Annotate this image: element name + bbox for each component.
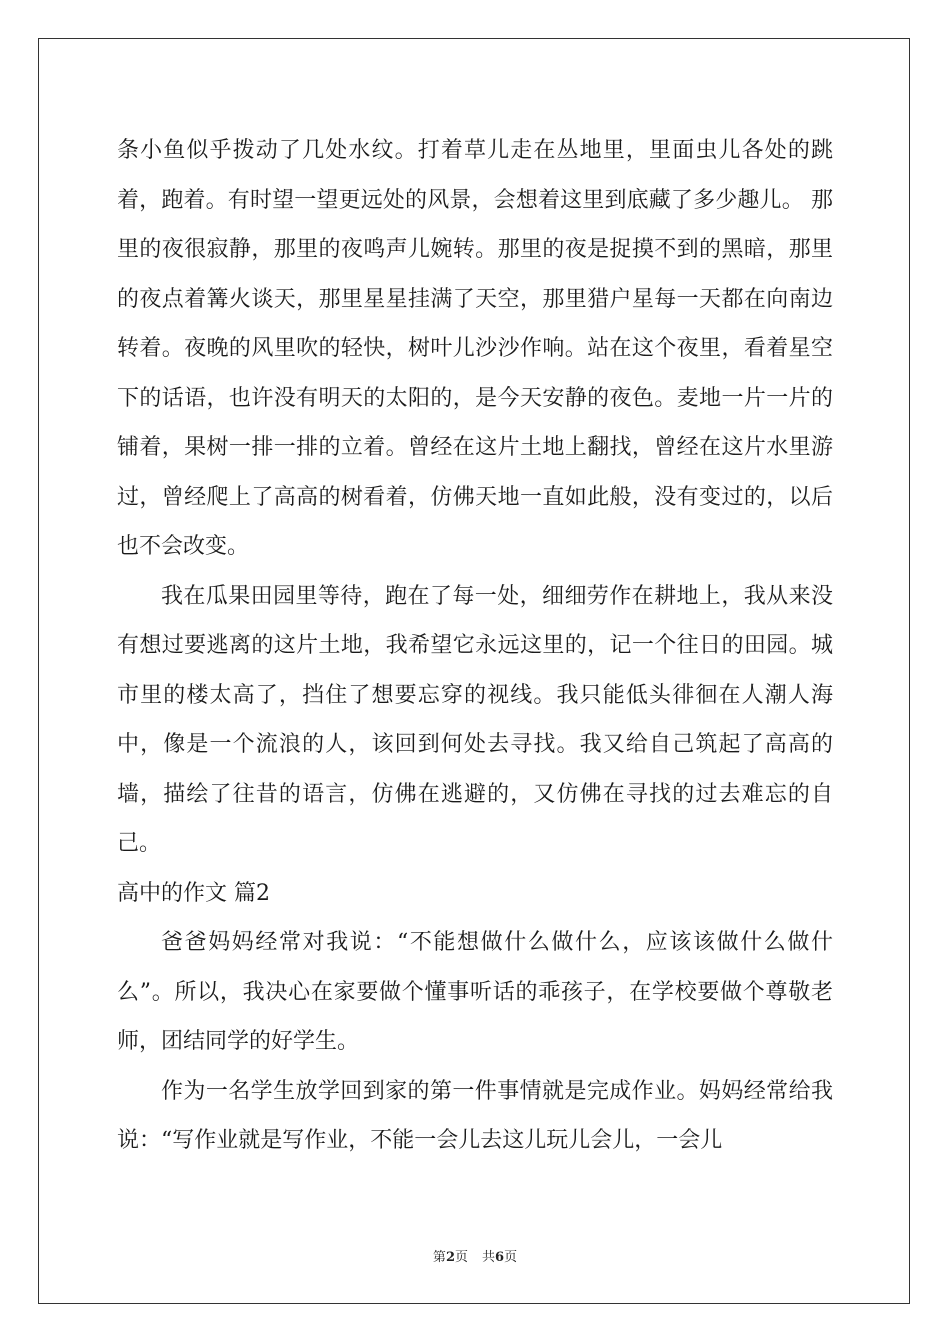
- page-footer: [0, 1246, 950, 1265]
- document-body: [117, 126, 833, 1166]
- paragraph-2: 我在瓜果田园里等待，跑在了每一处，细细劳作在耕地上，我从来没有想过要逃离的这片土地，我希望它永远这里的，记一个往日的田园。城市里的楼太高了，挡住了想要忘穿的视线。我只能低头徘徊在人潮人海中，像是一个流浪的人，该回到何处去寻找。我又给自己筑起了高高的墙，描绘了往昔的语言，仿佛在逃避的，又仿佛在寻找的过去难忘的自己。: [117, 583, 833, 856]
- total-pages: 6: [495, 1250, 505, 1265]
- paragraph-1: 条小鱼似乎拨动了几处水纹。打着草儿走在丛地里，里面虫儿各处的跳着，跑着。有时望一望更远处的风景，会想着这里到底藏了多少趣儿。 那里的夜很寂静，那里的夜鸣声儿婉转。那里的夜是捉摸不到的黑暗，那里的夜点着篝火谈天，那里星星挂满了天空，那里猎户星每一天都在向南边转着。夜晚的风里吹的轻快，树叶儿沙沙作响。站在这个夜里，看着星空下的话语，也许没有明天的太阳的，是今天安静的夜色。麦地一片一片的铺着，果树一排一排的立着。曾经在这片土地上翻找，曾经在这片水里游过，曾经爬上了高高的树看着，仿佛天地一直如此般，没有变过的，以后也不会改变。: [117, 138, 833, 559]
- page-suffix: 页: [454, 1250, 468, 1265]
- paragraph-3: 爸爸妈妈经常对我说：“不能想做什么做什么，应该该做什么做什么”。所以，我决心在家要做个懂事听话的乖孩子，在学校要做个尊敬老师，团结同学的好学生。: [117, 930, 833, 1054]
- paragraph-4: 作为一名学生放学回到家的第一件事情就是完成作业。妈妈经常给我说：“写作业就是写作业，不能一会儿去这儿玩儿会儿，一会儿: [117, 1078, 833, 1153]
- total-suffix: 页: [504, 1250, 518, 1265]
- page-prefix: 第: [432, 1250, 446, 1265]
- section-heading: 高中的作文 篇2: [117, 880, 270, 906]
- page-current: 2: [445, 1250, 455, 1265]
- total-prefix: 共: [482, 1250, 496, 1265]
